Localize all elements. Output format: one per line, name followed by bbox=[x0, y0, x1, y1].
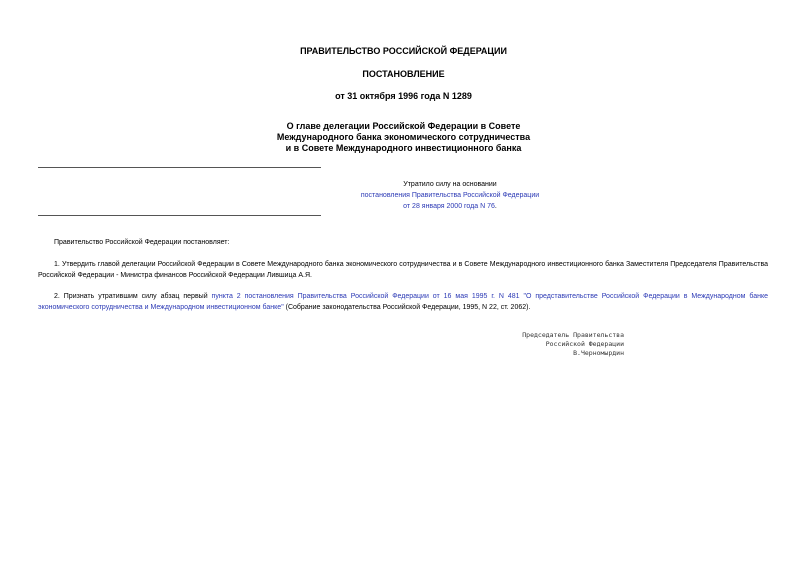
item-2-text-start: 2. Признать утратившим силу абзац первый bbox=[54, 293, 212, 300]
decree-481-link[interactable]: пункта 2 постановления Правительства Российской Федерации от 16 мая 1995 г. N 481 "О представительстве Российской Федерации в Международном банке экономического сотрудничества и Международном инвестиционном банке" bbox=[38, 293, 768, 311]
title-line-3: и в Совете Международного инвестиционного банка bbox=[285, 143, 522, 153]
divider-top bbox=[38, 167, 321, 168]
signature-block bbox=[500, 331, 624, 358]
signature-line-3: В.Черномырдин bbox=[573, 349, 624, 357]
signature-line-2: Российской Федерации bbox=[545, 340, 624, 348]
document-type: ПОСТАНОВЛЕНИЕ bbox=[362, 69, 445, 79]
repeal-decree-link-line-2[interactable]: от 28 января 2000 года N 76 bbox=[403, 203, 495, 210]
title-line-2: Международного банка экономического сотрудничества bbox=[276, 132, 531, 142]
status-note-period: . bbox=[494, 203, 497, 210]
repeal-decree-link-line-1[interactable]: постановления Правительства Российской Федерации bbox=[360, 192, 540, 199]
item-2-paragraph bbox=[38, 292, 768, 313]
document-date-number: от 31 октября 1996 года N 1289 bbox=[335, 91, 472, 101]
status-note-line-1: Утратило силу на основании bbox=[403, 181, 497, 188]
divider-bottom bbox=[38, 215, 321, 216]
intro-paragraph bbox=[38, 238, 768, 249]
title-line-1: О главе делегации Российской Федерации в Совете bbox=[286, 121, 521, 131]
item-1-text: 1. Утвердить главой делегации Российской Федерации в Совете Международного банка экономического сотрудничества и в Совете Международного инвестиционного банка Заместителя Председателя Правительства Российской Федерации - Министра финансов Российской Федерации Лившица А.Я. bbox=[38, 261, 768, 279]
government-heading: ПРАВИТЕЛЬСТВО РОССИЙСКОЙ ФЕДЕРАЦИИ bbox=[300, 46, 507, 56]
signature-line-1: Председатель Правительства bbox=[522, 331, 624, 339]
item-1-paragraph bbox=[38, 260, 768, 281]
status-note bbox=[250, 179, 650, 212]
item-2-text-end: (Собрание законодательства Российской Федерации, 1995, N 22, ст. 2062). bbox=[283, 303, 531, 311]
intro-text: Правительство Российской Федерации постановляет: bbox=[54, 239, 230, 246]
document-title bbox=[0, 121, 807, 154]
